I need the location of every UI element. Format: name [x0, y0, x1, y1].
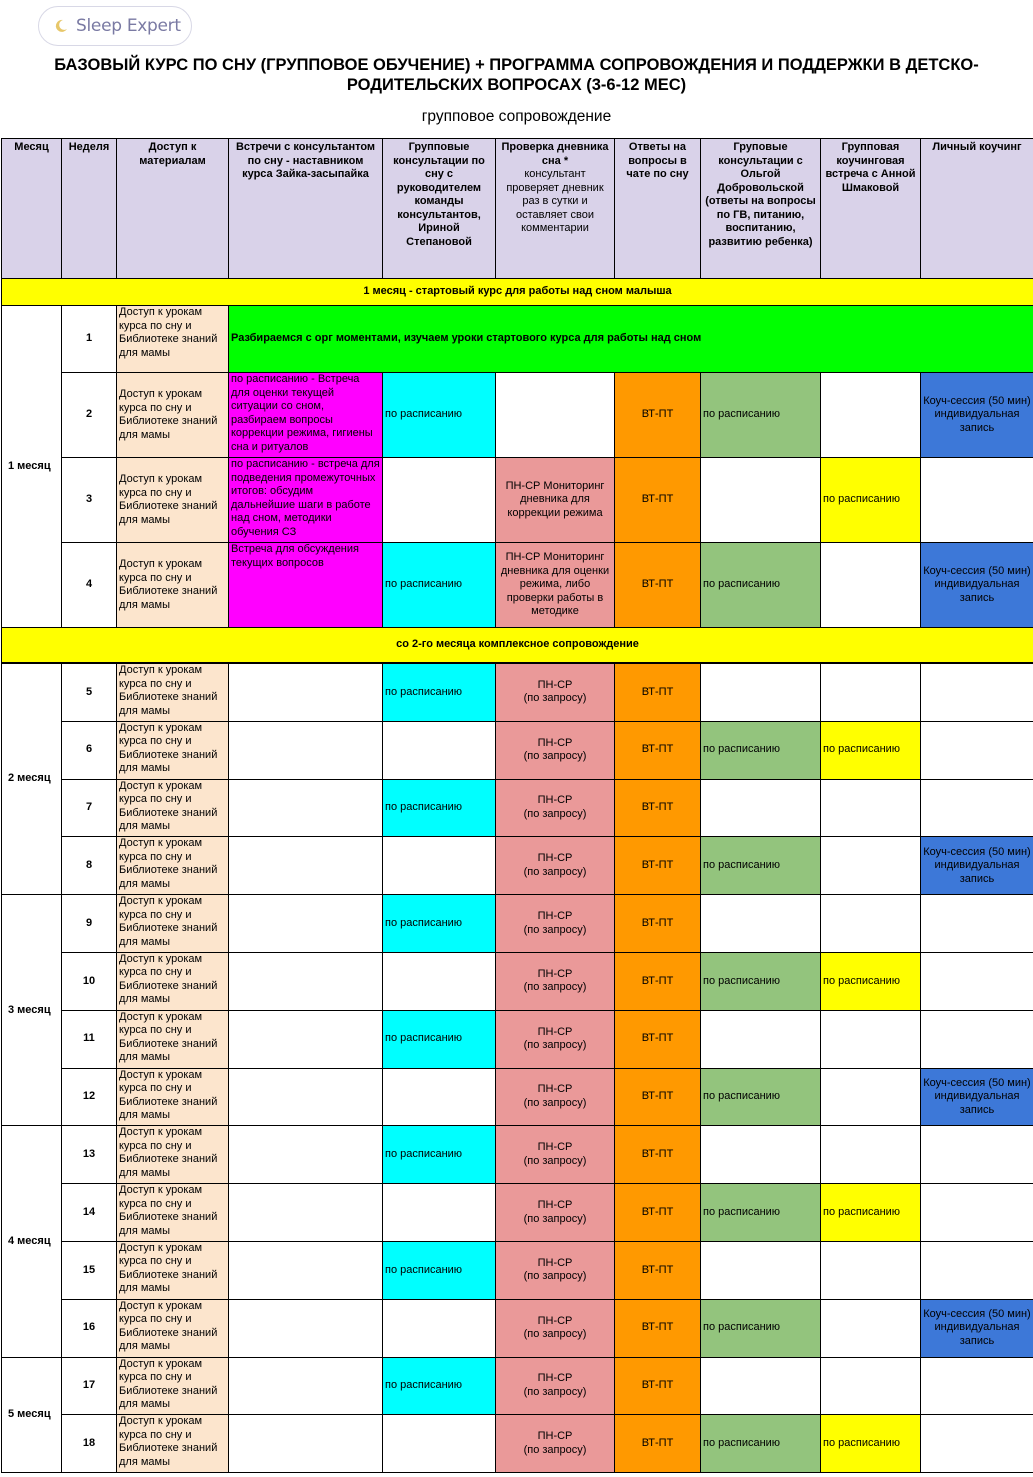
- chat-cell: ВТ-ПТ: [615, 1068, 701, 1126]
- diary-cell: [496, 1299, 615, 1357]
- month-label: 4 месяц: [2, 1126, 62, 1357]
- meeting-cell: [229, 1299, 383, 1357]
- header-group-consult: Групповые консультации по сну с руководителем команды консультантов, Ириной Степановой: [383, 139, 496, 279]
- header-row: [2, 139, 1033, 279]
- schedule-table-lower: [1, 663, 1033, 1473]
- access-cell: Доступ к урокам курса по сну и Библиотеке знаний для мамы: [117, 779, 229, 837]
- header-diary: [496, 139, 615, 279]
- diary-days: ПН-СР: [537, 1372, 573, 1385]
- week-number: 9: [62, 895, 117, 953]
- access-cell: Доступ к урокам курса по сну и Библиотеке знаний для мамы: [117, 1068, 229, 1126]
- access-cell: Доступ к урокам курса по сну и Библиотеке знаний для мамы: [117, 1415, 229, 1473]
- anna-cell: [821, 543, 921, 628]
- chat-cell: ВТ-ПТ: [615, 543, 701, 628]
- table-row: [2, 721, 1033, 779]
- diary-cell: [496, 1415, 615, 1473]
- anna-cell: [821, 779, 921, 837]
- access-cell: Доступ к урокам курса по сну и Библиотеке знаний для мамы: [117, 458, 229, 543]
- week-number: 4: [62, 543, 117, 628]
- coaching-cell: Коуч-сессия (50 мин) индивидуальная запись: [921, 1299, 1033, 1357]
- table-row: [2, 306, 1033, 373]
- anna-cell: по расписанию: [821, 1415, 921, 1473]
- month-label: 3 месяц: [2, 895, 62, 1126]
- diary-cell: [496, 1068, 615, 1126]
- coaching-cell: [921, 458, 1033, 543]
- chat-cell: ВТ-ПТ: [615, 1357, 701, 1415]
- week-number: 10: [62, 952, 117, 1010]
- week-number: 5: [62, 664, 117, 722]
- coaching-cell: [921, 1415, 1033, 1473]
- logo-text: Sleep Expert: [76, 16, 181, 36]
- chat-cell: ВТ-ПТ: [615, 458, 701, 543]
- diary-request: (по запросу): [523, 1039, 587, 1052]
- access-cell: Доступ к урокам курса по сну и Библиотеке знаний для мамы: [117, 1357, 229, 1415]
- table-row: [2, 952, 1033, 1010]
- header-chat: Ответы на вопросы в чате по сну: [615, 139, 701, 279]
- banner-month1: 1 месяц - стартовый курс для работы над сном малыша: [2, 279, 1033, 306]
- coaching-cell: [921, 1126, 1033, 1184]
- diary-request: (по запросу): [523, 807, 587, 820]
- chat-cell: ВТ-ПТ: [615, 952, 701, 1010]
- diary-cell: [496, 721, 615, 779]
- diary-days: ПН-СР: [537, 967, 573, 980]
- meeting-cell: [229, 952, 383, 1010]
- group-consult-cell: [383, 458, 496, 543]
- coaching-cell: [921, 895, 1033, 953]
- chat-cell: ВТ-ПТ: [615, 1010, 701, 1068]
- olga-cell: по расписанию: [701, 1184, 821, 1242]
- olga-cell: по расписанию: [701, 1068, 821, 1126]
- diary-request: (по запросу): [523, 1096, 587, 1109]
- diary-days: ПН-СР: [537, 794, 573, 807]
- table-row: [2, 1299, 1033, 1357]
- diary-days: ПН-СР: [537, 1025, 573, 1038]
- meeting-cell: [229, 664, 383, 722]
- moon-icon: [53, 18, 69, 34]
- diary-cell: [496, 1010, 615, 1068]
- access-cell: Доступ к урокам курса по сну и Библиотеке знаний для мамы: [117, 543, 229, 628]
- page-subtitle: групповое сопровождение: [421, 108, 612, 125]
- diary-days: ПН-СР: [537, 1141, 573, 1154]
- access-cell: Доступ к урокам курса по сну и Библиотеке знаний для мамы: [117, 1241, 229, 1299]
- anna-cell: [821, 895, 921, 953]
- access-cell: Доступ к урокам курса по сну и Библиотеке знаний для мамы: [117, 952, 229, 1010]
- table-row: [2, 1415, 1033, 1473]
- week-number: 3: [62, 458, 117, 543]
- group-consult-cell: по расписанию: [383, 543, 496, 628]
- meeting-cell: [229, 779, 383, 837]
- page-title: БАЗОВЫЙ КУРС ПО СНУ (ГРУППОВОЕ ОБУЧЕНИЕ) + ПРОГРАММА СОПРОВОЖДЕНИЯ И ПОДДЕРЖКИ В ДЕТСКО-РОДИТЕЛЬСКИХ ВОПРОСАХ (3-6-12 МЕС): [54, 56, 979, 94]
- anna-cell: [821, 1241, 921, 1299]
- chat-cell: ВТ-ПТ: [615, 664, 701, 722]
- coaching-cell: [921, 1241, 1033, 1299]
- week-number: 15: [62, 1241, 117, 1299]
- meeting-cell: [229, 1126, 383, 1184]
- diary-request: (по запросу): [523, 1385, 587, 1398]
- table-row: [2, 895, 1033, 953]
- diary-request: (по запросу): [523, 1154, 587, 1167]
- month-label: 2 месяц: [2, 664, 62, 895]
- olga-cell: по расписанию: [701, 952, 821, 1010]
- diary-cell: [496, 1241, 615, 1299]
- table-row: [2, 1184, 1033, 1242]
- anna-cell: [821, 837, 921, 895]
- coaching-cell: [921, 664, 1033, 722]
- group-consult-cell: [383, 1184, 496, 1242]
- olga-cell: [701, 1357, 821, 1415]
- diary-request: (по запросу): [523, 1270, 587, 1283]
- week-number: 8: [62, 837, 117, 895]
- group-consult-cell: по расписанию: [383, 1357, 496, 1415]
- table-row: [2, 1068, 1033, 1126]
- anna-cell: [821, 373, 921, 458]
- coaching-cell: [921, 779, 1033, 837]
- olga-cell: по расписанию: [701, 1415, 821, 1473]
- week-number: 11: [62, 1010, 117, 1068]
- meeting-cell: [229, 721, 383, 779]
- coaching-cell: Коуч-сессия (50 мин) индивидуальная запись: [921, 1068, 1033, 1126]
- week-number: 14: [62, 1184, 117, 1242]
- chat-cell: ВТ-ПТ: [615, 1415, 701, 1473]
- week-number: 2: [62, 373, 117, 458]
- diary-cell: [496, 664, 615, 722]
- week-number: 18: [62, 1415, 117, 1473]
- diary-days: ПН-СР: [537, 1083, 573, 1096]
- month-label: 5 месяц: [2, 1357, 62, 1473]
- diary-cell: [496, 1357, 615, 1415]
- olga-cell: по расписанию: [701, 837, 821, 895]
- coaching-cell: [921, 952, 1033, 1010]
- meeting-cell: [229, 1010, 383, 1068]
- week-number: 16: [62, 1299, 117, 1357]
- diary-request: (по запросу): [523, 981, 587, 994]
- anna-cell: [821, 1126, 921, 1184]
- coaching-cell: Коуч-сессия (50 мин) индивидуальная запись: [921, 373, 1033, 458]
- week-number: 6: [62, 721, 117, 779]
- week1-note: Разбираемся с орг моментами, изучаем уроки стартового курса для работы над сном: [229, 306, 1033, 373]
- coaching-cell: [921, 1357, 1033, 1415]
- group-consult-cell: [383, 952, 496, 1010]
- chat-cell: ВТ-ПТ: [615, 1126, 701, 1184]
- group-consult-cell: [383, 1068, 496, 1126]
- week-number: 13: [62, 1126, 117, 1184]
- table-row: [2, 779, 1033, 837]
- table-row: [2, 1126, 1033, 1184]
- group-consult-cell: [383, 1299, 496, 1357]
- header-week: Неделя: [62, 139, 117, 279]
- access-cell: Доступ к урокам курса по сну и Библиотеке знаний для мамы: [117, 1184, 229, 1242]
- coaching-cell: [921, 1184, 1033, 1242]
- group-consult-cell: [383, 1415, 496, 1473]
- group-consult-cell: по расписанию: [383, 1126, 496, 1184]
- chat-cell: ВТ-ПТ: [615, 373, 701, 458]
- coaching-cell: [921, 1010, 1033, 1068]
- week-number: 1: [62, 306, 117, 373]
- olga-cell: [701, 1010, 821, 1068]
- diary-request: (по запросу): [523, 692, 587, 705]
- chat-cell: ВТ-ПТ: [615, 721, 701, 779]
- group-consult-cell: по расписанию: [383, 895, 496, 953]
- diary-cell: [496, 1126, 615, 1184]
- access-cell: Доступ к урокам курса по сну и Библиотеке знаний для мамы: [117, 306, 229, 373]
- olga-cell: по расписанию: [701, 1299, 821, 1357]
- anna-cell: [821, 1010, 921, 1068]
- coaching-cell: [921, 721, 1033, 779]
- diary-cell: [496, 952, 615, 1010]
- olga-cell: по расписанию: [701, 543, 821, 628]
- olga-cell: [701, 1126, 821, 1184]
- group-consult-cell: по расписанию: [383, 779, 496, 837]
- olga-cell: [701, 664, 821, 722]
- olga-cell: [701, 458, 821, 543]
- olga-cell: [701, 895, 821, 953]
- meeting-cell: [229, 1184, 383, 1242]
- diary-days: ПН-СР: [537, 852, 573, 865]
- group-consult-cell: по расписанию: [383, 1241, 496, 1299]
- table-row: [2, 1357, 1033, 1415]
- coaching-cell: Коуч-сессия (50 мин) индивидуальная запись: [921, 837, 1033, 895]
- anna-cell: [821, 1068, 921, 1126]
- header-month: Месяц: [2, 139, 62, 279]
- table-row: [2, 458, 1033, 543]
- olga-cell: [701, 779, 821, 837]
- header-anna: Групповая коучинговая встреча с Анной Шмаковой: [821, 139, 921, 279]
- meeting-cell: [229, 837, 383, 895]
- access-cell: Доступ к урокам курса по сну и Библиотеке знаний для мамы: [117, 664, 229, 722]
- logo: [38, 6, 192, 46]
- diary-days: ПН-СР: [537, 910, 573, 923]
- diary-days: ПН-СР: [537, 736, 573, 749]
- header-diary-title: Проверка дневника сна *: [501, 141, 609, 167]
- group-consult-cell: [383, 721, 496, 779]
- chat-cell: ВТ-ПТ: [615, 1299, 701, 1357]
- access-cell: Доступ к урокам курса по сну и Библиотеке знаний для мамы: [117, 895, 229, 953]
- week-number: 7: [62, 779, 117, 837]
- table-row: [2, 1010, 1033, 1068]
- diary-days: ПН-СР: [537, 1430, 573, 1443]
- diary-days: ПН-СР: [537, 1199, 573, 1212]
- meeting-cell: Встреча для обсуждения текущих вопросов: [229, 543, 383, 628]
- diary-request: (по запросу): [523, 1443, 587, 1456]
- diary-cell: ПН-СР Мониторинг дневника для оценки режима, либо проверки работы в методике: [496, 543, 615, 628]
- table-row: [2, 1241, 1033, 1299]
- table-row: [2, 837, 1033, 895]
- group-consult-cell: [383, 837, 496, 895]
- schedule-table: [1, 138, 1033, 663]
- group-consult-cell: по расписанию: [383, 1010, 496, 1068]
- diary-days: ПН-СР: [537, 1314, 573, 1327]
- meeting-cell: по расписанию - Встреча для оценки текущей ситуации со сном, разбираем вопросы коррекции режима, гигиены сна и ритуалов: [229, 373, 383, 458]
- meeting-cell: по расписанию - встреча для подведения промежуточных итогов: обсудим дальнейшие шаги в работе над сном, методики обучения СЗ: [229, 458, 383, 543]
- anna-cell: [821, 1299, 921, 1357]
- olga-cell: по расписанию: [701, 721, 821, 779]
- access-cell: Доступ к урокам курса по сну и Библиотеке знаний для мамы: [117, 721, 229, 779]
- diary-cell: ПН-СР Мониторинг дневника для коррекции режима: [496, 458, 615, 543]
- table-row: [2, 543, 1033, 628]
- diary-request: (по запросу): [523, 923, 587, 936]
- meeting-cell: [229, 1068, 383, 1126]
- diary-cell: [496, 779, 615, 837]
- header-olga: Груповые консультации с Ольгой Добровольской (ответы на вопросы по ГВ, питанию, воспитанию, развитию ребенка): [701, 139, 821, 279]
- access-cell: Доступ к урокам курса по сну и Библиотеке знаний для мамы: [117, 1126, 229, 1184]
- diary-days: ПН-СР: [537, 678, 573, 691]
- diary-request: (по запросу): [523, 1212, 587, 1225]
- olga-cell: [701, 1241, 821, 1299]
- access-cell: Доступ к урокам курса по сну и Библиотеке знаний для мамы: [117, 837, 229, 895]
- diary-request: (по запросу): [523, 750, 587, 763]
- diary-request: (по запросу): [523, 1328, 587, 1341]
- header-diary-note: консультант проверяет дневник раз в сутки и оставляет свои комментарии: [506, 168, 604, 234]
- diary-request: (по запросу): [523, 865, 587, 878]
- table-row: [2, 373, 1033, 458]
- header-meetings: Встречи с консультантом по сну - наставником курса Зайка-засыпайка: [229, 139, 383, 279]
- week-number: 17: [62, 1357, 117, 1415]
- week-number: 12: [62, 1068, 117, 1126]
- coaching-cell: Коуч-сессия (50 мин) индивидуальная запись: [921, 543, 1033, 628]
- diary-cell: [496, 837, 615, 895]
- meeting-cell: [229, 1241, 383, 1299]
- chat-cell: ВТ-ПТ: [615, 895, 701, 953]
- header-coaching: Личный коучинг: [921, 139, 1033, 279]
- group-consult-cell: по расписанию: [383, 664, 496, 722]
- table-row: [2, 664, 1033, 722]
- anna-cell: по расписанию: [821, 458, 921, 543]
- group-consult-cell: по расписанию: [383, 373, 496, 458]
- access-cell: Доступ к урокам курса по сну и Библиотеке знаний для мамы: [117, 1010, 229, 1068]
- access-cell: Доступ к урокам курса по сну и Библиотеке знаний для мамы: [117, 373, 229, 458]
- diary-cell: [496, 1184, 615, 1242]
- anna-cell: по расписанию: [821, 721, 921, 779]
- month-label: 1 месяц: [2, 306, 62, 628]
- header-access: Доступ к материалам: [117, 139, 229, 279]
- anna-cell: по расписанию: [821, 1184, 921, 1242]
- anna-cell: [821, 664, 921, 722]
- meeting-cell: [229, 895, 383, 953]
- chat-cell: ВТ-ПТ: [615, 779, 701, 837]
- anna-cell: по расписанию: [821, 952, 921, 1010]
- olga-cell: по расписанию: [701, 373, 821, 458]
- diary-cell: [496, 373, 615, 458]
- anna-cell: [821, 1357, 921, 1415]
- banner-from-month2: со 2-го месяца комплексное сопровождение: [2, 628, 1033, 663]
- diary-cell: [496, 895, 615, 953]
- meeting-cell: [229, 1357, 383, 1415]
- chat-cell: ВТ-ПТ: [615, 1184, 701, 1242]
- chat-cell: ВТ-ПТ: [615, 837, 701, 895]
- meeting-cell: [229, 1415, 383, 1473]
- chat-cell: ВТ-ПТ: [615, 1241, 701, 1299]
- access-cell: Доступ к урокам курса по сну и Библиотеке знаний для мамы: [117, 1299, 229, 1357]
- diary-days: ПН-СР: [537, 1256, 573, 1269]
